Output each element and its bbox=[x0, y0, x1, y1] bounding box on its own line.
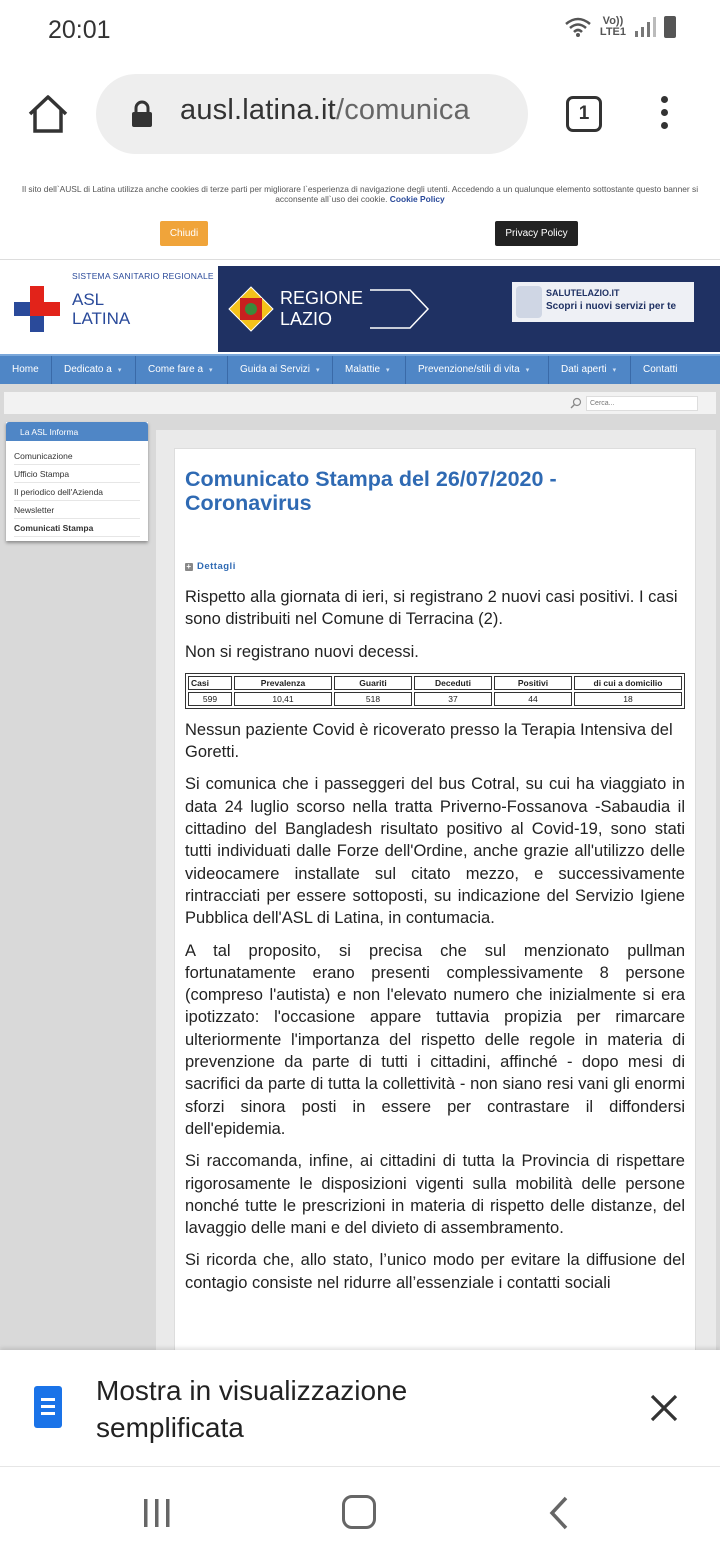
signal-icon bbox=[634, 17, 656, 37]
wifi-icon bbox=[564, 16, 592, 38]
privacy-policy-button[interactable]: Privacy Policy bbox=[495, 221, 578, 246]
cookie-text: Il sito dell`AUSL di Latina utilizza anche cookies di terze parti per migliorare l`esperienza di navigazione degli utenti. Accedendo a un qualunque elemento sottostante questo banner si acconsente all`uso dei cookie. bbox=[21, 184, 699, 204]
table-header-row bbox=[188, 676, 682, 690]
overflow-menu-icon[interactable] bbox=[654, 92, 674, 136]
dropdown-arrow-icon: ▾ bbox=[117, 367, 122, 374]
status-icons bbox=[564, 16, 676, 38]
regione-name bbox=[280, 288, 363, 330]
salute-subtitle: Scopri i nuovi servizi per te bbox=[546, 301, 677, 312]
close-icon[interactable] bbox=[646, 1390, 682, 1426]
table-cell: 599 bbox=[188, 692, 232, 706]
dropdown-arrow-icon: ▾ bbox=[612, 367, 617, 374]
details-label: Dettagli bbox=[197, 561, 236, 572]
covid-stats-table bbox=[185, 673, 685, 709]
table-header-cell: di cui a domicilio bbox=[574, 676, 682, 690]
nav-label: Dati aperti bbox=[561, 364, 607, 375]
search-icon[interactable] bbox=[570, 397, 582, 409]
asl-name[interactable] bbox=[72, 290, 130, 328]
sidebar bbox=[6, 422, 148, 541]
nav-item-malattie[interactable] bbox=[333, 356, 406, 384]
sidebar-title: La ASL Informa bbox=[6, 422, 148, 441]
browser-toolbar bbox=[0, 62, 720, 168]
article-paragraph-5: A tal proposito, si precisa che sul menzionato pullman fortunatamente erano presenti complessivamente 8 persone (compreso l'autista) e non l'elevato numero che inizialmente si era ipotizzato: l'occasione appare tuttavia propizia per rimarcare ulteriormente l'importanza del rispetto delle regole in materia di prevenzione da parte di tutti i cittadini, affinché - dopo mesi di sacrifici da parte di tutta la collettività - non siano resi vani gli enormi sforzi sinora posti in essere per contrastare il diffondersi dell'epidemia. bbox=[185, 941, 685, 1138]
salutelazio-ad[interactable] bbox=[512, 282, 694, 322]
sidebar-item-periodico[interactable]: Il periodico dell'Azienda bbox=[14, 483, 140, 501]
nav-label: Malattie bbox=[345, 364, 381, 375]
article-title: Comunicato Stampa del 26/07/2020 - Coronavirus bbox=[185, 467, 557, 515]
regione-line1: REGIONE bbox=[280, 288, 364, 308]
table-header-cell: Deceduti bbox=[414, 676, 492, 690]
sidebar-item-comunicati-stampa[interactable]: Comunicati Stampa bbox=[14, 519, 140, 537]
cookie-banner bbox=[0, 172, 720, 260]
battery-icon bbox=[664, 16, 676, 38]
search-row bbox=[4, 392, 716, 414]
article bbox=[174, 448, 696, 1350]
regione-lazio-banner[interactable] bbox=[218, 266, 720, 352]
dropdown-arrow-icon: ▾ bbox=[525, 367, 530, 374]
nav-item-prevenzione[interactable] bbox=[406, 356, 549, 384]
main-nav bbox=[0, 354, 720, 384]
table-cell: 518 bbox=[334, 692, 412, 706]
sidebar-list bbox=[6, 441, 148, 541]
status-time: 20:01 bbox=[48, 16, 111, 44]
article-paragraph-4: Si comunica che i passeggeri del bus Cotral, su cui ha viaggiato in data 24 luglio scorso nella tratta Priverno-Fossanova -Sabaudia il cittadino del Bangladesh risultato positivo al Covid-19, sono stati tutti individuati dalle Forze dell'Ordine, anche grazie all'utilizzo delle videocamere installate sul citato mezzo, e successivamente rintracciati per essere sottoposti, su indicazione del Servizio Igiene Pubblica dell'ASL di Latina, in contumacia. bbox=[185, 775, 685, 928]
status-bar bbox=[0, 0, 720, 62]
url-host: ausl.latina.it bbox=[180, 94, 336, 126]
table-header-cell: Casi bbox=[188, 676, 232, 690]
asl-name-line1: ASL bbox=[72, 290, 105, 309]
details-toggle[interactable] bbox=[185, 561, 685, 572]
expand-plus-icon: + bbox=[186, 561, 192, 571]
asl-cross-logo[interactable] bbox=[14, 286, 60, 332]
back-icon[interactable] bbox=[546, 1495, 574, 1531]
nav-label: Home bbox=[12, 364, 39, 375]
lte-indicator bbox=[600, 16, 626, 38]
article-paragraph-6: Si raccomanda, infine, ai cittadini di tutta la Provincia di rispettare rigorosamente le disposizioni vigenti sulla mobilità delle persone nonché tutte le prescrizioni in materia di rispetto delle distanze, del lavaggio delle mani e del divieto di assembramento. bbox=[185, 1152, 685, 1238]
address-bar[interactable] bbox=[96, 74, 528, 154]
nav-item-guida[interactable] bbox=[228, 356, 333, 384]
table-row bbox=[188, 692, 682, 706]
home-nav-icon[interactable] bbox=[342, 1495, 376, 1529]
regione-emblem-icon bbox=[228, 286, 274, 332]
dropdown-arrow-icon: ▾ bbox=[209, 367, 213, 374]
article-paragraph-7: Si ricorda che, allo stato, l’unico modo per evitare la diffusione del contagio consiste nel ridurre all’essenziale i contatti sociali bbox=[185, 1251, 685, 1292]
home-icon[interactable] bbox=[26, 92, 70, 136]
sidebar-item-ufficio-stampa[interactable]: Ufficio Stampa bbox=[14, 465, 140, 483]
lock-icon bbox=[130, 100, 154, 128]
document-icon bbox=[34, 1386, 62, 1428]
nav-item-dati-aperti[interactable] bbox=[549, 356, 631, 384]
nav-label: Dedicato a bbox=[64, 364, 112, 375]
asl-name-line2: LATINA bbox=[72, 309, 131, 328]
url-text[interactable] bbox=[180, 94, 470, 127]
dropdown-arrow-icon: ▾ bbox=[386, 367, 390, 374]
table-header-cell: Guariti bbox=[334, 676, 412, 690]
url-path: /comunica bbox=[335, 94, 470, 126]
table-header-cell: Positivi bbox=[494, 676, 572, 690]
simplified-view-label[interactable]: Mostra in visualizzazione semplificata bbox=[96, 1375, 408, 1443]
article-paragraph-2: Non si registrano nuovi decessi. bbox=[185, 642, 419, 661]
salute-title: SALUTELAZIO.IT bbox=[546, 288, 620, 298]
table-cell: 37 bbox=[414, 692, 492, 706]
lte-line1: Vo)) bbox=[602, 15, 624, 27]
lte-line2: LTE1 bbox=[599, 26, 626, 38]
table-cell: 18 bbox=[574, 692, 682, 706]
regione-line2: LAZIO bbox=[280, 309, 333, 329]
cookie-policy-link[interactable]: Cookie Policy bbox=[389, 194, 445, 204]
nav-label: Come fare a bbox=[148, 364, 204, 375]
cookie-close-button[interactable]: Chiudi bbox=[160, 221, 208, 246]
system-navigation-bar bbox=[0, 1466, 720, 1560]
nav-item-dedicato[interactable] bbox=[52, 356, 136, 384]
hand-touch-icon bbox=[516, 286, 542, 318]
site-header bbox=[0, 264, 720, 354]
nav-label: Prevenzione/stili di vita bbox=[418, 364, 520, 375]
tab-switcher-button[interactable]: 1 bbox=[566, 96, 602, 132]
sidebar-item-comunicazione[interactable]: Comunicazione bbox=[14, 447, 140, 465]
article-paragraph-1: Rispetto alla giornata di ieri, si registrano 2 nuovi casi positivi. I casi sono distribuiti nel Comune di Terracina (2). bbox=[185, 588, 678, 629]
simplified-view-prompt[interactable] bbox=[0, 1350, 720, 1466]
nav-label: Guida ai Servizi bbox=[240, 364, 311, 375]
table-cell: 44 bbox=[494, 692, 572, 706]
nav-item-contatti[interactable] bbox=[631, 356, 720, 384]
nav-label: Contatti bbox=[643, 364, 678, 375]
sidebar-item-newsletter[interactable]: Newsletter bbox=[14, 501, 140, 519]
dropdown-arrow-icon: ▾ bbox=[316, 367, 320, 374]
search-input[interactable] bbox=[586, 396, 698, 411]
nav-item-home[interactable] bbox=[0, 356, 52, 384]
decorative-slant-icon bbox=[370, 284, 430, 334]
recent-apps-icon[interactable] bbox=[142, 1497, 172, 1529]
article-paragraph-3: Nessun paziente Covid è ricoverato presso la Terapia Intensiva del Goretti. bbox=[185, 720, 673, 762]
header-subtitle: SISTEMA SANITARIO REGIONALE bbox=[72, 271, 214, 281]
nav-item-come-fare[interactable] bbox=[136, 356, 228, 384]
cookie-text-block bbox=[0, 172, 720, 204]
table-cell: 10,41 bbox=[234, 692, 332, 706]
content-area bbox=[156, 430, 716, 1350]
table-header-cell: Prevalenza bbox=[234, 676, 332, 690]
page-body bbox=[0, 384, 720, 1350]
